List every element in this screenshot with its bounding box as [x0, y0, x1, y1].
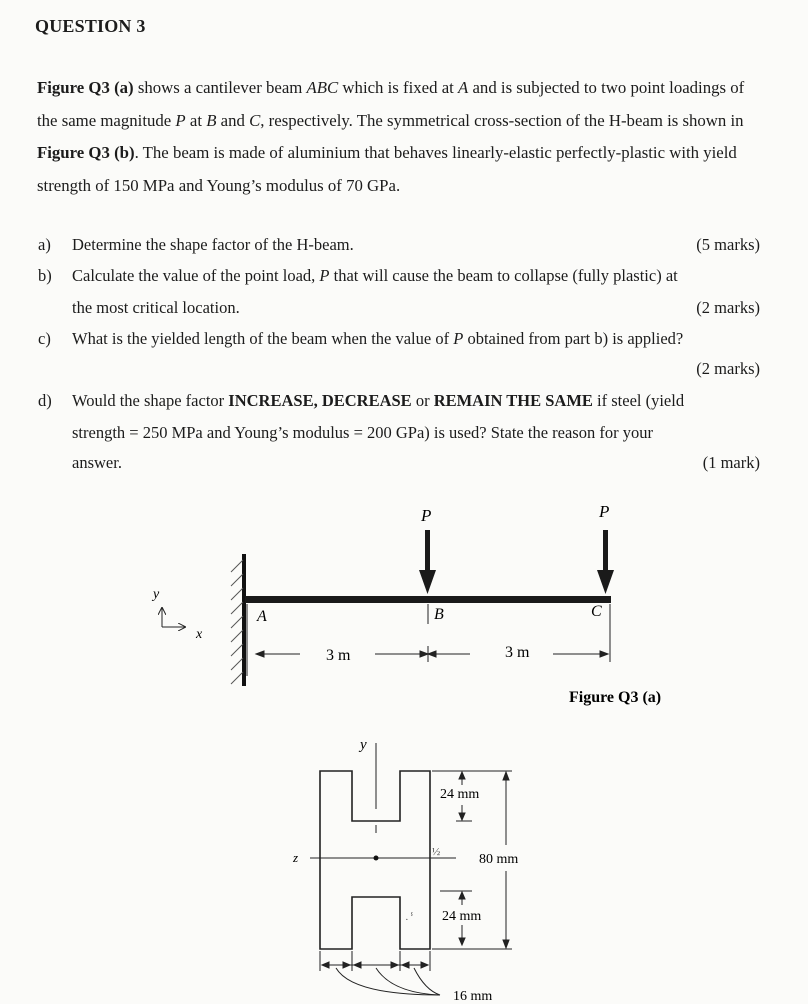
- axis-x-label: x: [196, 627, 203, 642]
- load-label-B: P: [421, 506, 432, 525]
- dim-leader-mark: ·ⸯ: [405, 914, 416, 926]
- span-1-label: 3 m: [326, 647, 351, 664]
- dim-height-label: 80 mm: [479, 852, 519, 867]
- part-c-marks: (2 marks): [696, 359, 760, 378]
- dim-width-label: 16 mm: [453, 989, 493, 1004]
- load-arrow-C: [597, 530, 614, 594]
- point-A-label: A: [257, 608, 267, 625]
- dim-flange-top-label: 24 mm: [440, 787, 480, 802]
- figure-ref-a: Figure Q3 (a): [37, 78, 134, 97]
- part-b-line2: the most critical location. (2 marks): [72, 298, 760, 317]
- span-2-label: 3 m: [505, 644, 530, 661]
- fixed-support: [231, 554, 244, 686]
- figure-a-caption: Figure Q3 (a): [569, 689, 662, 706]
- part-d-marks: (1 mark): [702, 453, 760, 472]
- question-title: QUESTION 3: [35, 16, 146, 36]
- load-arrow-B: [419, 530, 436, 594]
- problem-statement: Figure Q3 (a) shows a cantilever beam ABC which is fixed at A and is subjected to two point loadings of the same magnitude P at B and C, respectively. The symmetrical cross-section of the H-beam is shown in Figure Q3 (b). The beam is made of aluminium that behaves linearly-elastic perfectly-plastic with yield strength of 150 MPa and Young’s modulus of 70 GPa.: [37, 78, 745, 195]
- figure-q3b: [0, 725, 808, 1004]
- part-c: c) What is the yielded length of the beam when the value of P obtained from part b) is applied?: [38, 329, 684, 348]
- part-a-marks: (5 marks): [696, 235, 760, 254]
- width-dimensions: [320, 951, 440, 995]
- point-C-label: C: [591, 603, 602, 620]
- part-d-line3: answer. (1 mark): [72, 453, 760, 472]
- figure-q3a: [0, 490, 808, 720]
- section-axis-mark: ½: [432, 846, 441, 858]
- point-B-label: B: [434, 606, 444, 623]
- part-d-line2: strength = 250 MPa and Young’s modulus = 200 GPa) is used? State the reason for your: [72, 423, 653, 442]
- section-axis-y-label: y: [360, 737, 367, 753]
- part-b-marks: (2 marks): [696, 298, 760, 317]
- span-dimension: [256, 646, 608, 662]
- axis-y-label: y: [153, 587, 160, 602]
- beam: [245, 596, 611, 603]
- section-axis-z-label: z: [293, 850, 299, 865]
- part-a: a) Determine the shape factor of the H-beam. (5 marks): [38, 235, 760, 254]
- coordinate-axes: [151, 587, 203, 642]
- centroid: [374, 856, 379, 861]
- dim-flange-bottom-label: 24 mm: [442, 909, 482, 924]
- figure-ref-b: Figure Q3 (b): [37, 143, 135, 162]
- part-d: d) Would the shape factor INCREASE, DECREASE or REMAIN THE SAME if steel (yield: [38, 391, 685, 410]
- load-label-C: P: [599, 502, 610, 521]
- part-b: b) Calculate the value of the point load, P that will cause the beam to collapse (fully plastic) at: [38, 266, 678, 285]
